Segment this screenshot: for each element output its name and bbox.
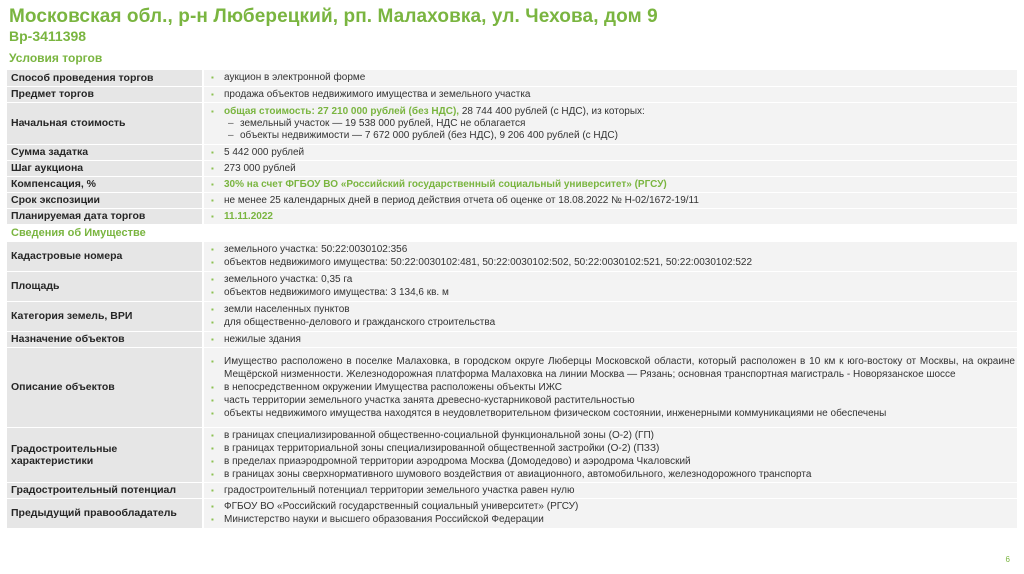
row-label: Кадастровые номера [7,241,203,271]
table-row [7,102,1017,144]
row-value [203,498,1017,528]
table-row [7,301,1017,331]
table-row [7,271,1017,301]
row-label: Предмет торгов [7,86,203,102]
table-row [7,192,1017,208]
bullet-item: ▪ 273 000 рублей [210,162,1015,175]
row-value [203,427,1017,482]
table-row [7,331,1017,347]
table-row [7,144,1017,160]
table-row [7,176,1017,192]
bullet-item: ▪ Министерство науки и высшего образования Российской Федерации [210,513,1015,526]
bullet-item: ▪ в границах территориальной зоны специализированной общественной застройки (О-2) (ПЗЗ) [210,442,1015,455]
row-value [203,301,1017,331]
row-value [203,347,1017,427]
section-title-terms: Условия торгов [9,51,103,65]
bullet-item: ▪ земли населенных пунктов [210,303,1015,316]
table-row [7,427,1017,482]
bullet-item: ▪ градостроительный потенциал территории земельного участка равен нулю [210,484,1015,497]
bullet-item: ▪ объектов недвижимого имущества: 50:22:0030102:481, 50:22:0030102:502, 50:22:0030102:521, 50:22:0030102:522 [210,256,1015,269]
row-value [203,271,1017,301]
sub-item: – объекты недвижимости — 7 672 000 рублей (без НДС), 9 206 400 рублей (с НДС) [210,130,1015,142]
sub-item: – земельный участок — 19 538 000 рублей, НДС не облагается [210,118,1015,130]
bullet-item: ▪ для общественно-делового и гражданского строительства [210,316,1015,329]
bullet-item: ▪ в границах зоны сверхнормативного шумового воздействия от авиационного, автомобильного, железнодорожного транспорта [210,468,1015,481]
section-row [7,224,1017,241]
row-label: Градостроительные характеристики [7,427,203,482]
bullet-item: ▪ продажа объектов недвижимого имущества и земельного участка [210,88,1015,101]
row-label: Назначение объектов [7,331,203,347]
row-value [203,102,1017,144]
row-label: Предыдущий правообладатель [7,498,203,528]
table-row [7,86,1017,102]
row-label: Начальная стоимость [7,102,203,144]
table-row [7,208,1017,224]
table-row [7,70,1017,86]
row-value [203,192,1017,208]
row-label: Компенсация, % [7,176,203,192]
page-number: 6 [1005,555,1010,564]
bullet-item: ▪ 11.11.2022 [210,210,1015,223]
bullet-item: ▪ в непосредственном окружении Имущества расположены объекты ИЖС [210,381,1015,394]
row-label: Планируемая дата торгов [7,208,203,224]
row-value [203,160,1017,176]
row-label: Способ проведения торгов [7,70,203,86]
row-value [203,70,1017,86]
bullet-item: ▪ 30% на счет ФГБОУ ВО «Российский государственный социальный университет» (РГСУ) [210,178,1015,191]
bullet-item: ▪ земельного участка: 0,35 га [210,273,1015,286]
row-label: Описание объектов [7,347,203,427]
row-label: Площадь [7,271,203,301]
table-row [7,241,1017,271]
bullet-item: ▪ аукцион в электронной форме [210,71,1015,84]
info-table [7,70,1017,529]
bullet-item: ▪ в пределах приаэродромной территории аэродрома Москва (Домодедово) и аэродрома Чкаловский [210,455,1015,468]
bullet-item: ▪ нежилые здания [210,333,1015,346]
total-price-vat: 28 744 400 рублей (с НДС), из которых: [459,105,645,117]
row-value [203,144,1017,160]
row-value [203,86,1017,102]
row-value [203,208,1017,224]
row-value [203,331,1017,347]
row-label: Градостроительный потенциал [7,482,203,498]
page-title: Московская обл., р-н Люберецкий, рп. Малаховка, ул. Чехова, дом 9 [9,6,658,27]
bullet-item [210,105,1015,118]
table-row [7,482,1017,498]
row-value [203,176,1017,192]
row-label: Категория земель, ВРИ [7,301,203,331]
bullet-item: ▪ в границах специализированной общественно-социальной функциональной зоны (О-2) (ГП) [210,429,1015,442]
bullet-item: ▪ не менее 25 календарных дней в период действия отчета об оценке от 18.08.2022 № Н-02/1672-19/11 [210,194,1015,207]
bullet-item: ▪ объекты недвижимого имущества находятся в неудовлетворительном физическом состоянии, инженерными коммуникациями не обеспечены [210,407,1015,420]
row-value [203,241,1017,271]
bullet-item: ▪ земельного участка: 50:22:0030102:356 [210,243,1015,256]
bullet-item: ▪ объектов недвижимого имущества: 3 134,6 кв. м [210,286,1015,299]
bullet-item: ▪ 5 442 000 рублей [210,146,1015,159]
table-row [7,347,1017,427]
row-value [203,482,1017,498]
table-row [7,498,1017,528]
lot-code: Вр-3411398 [9,28,87,44]
bullet-item: ▪ ФГБОУ ВО «Российский государственный социальный университет» (РГСУ) [210,500,1015,513]
row-label: Сумма задатка [7,144,203,160]
table-row [7,160,1017,176]
row-label: Шаг аукциона [7,160,203,176]
row-label: Срок экспозиции [7,192,203,208]
bullet-item: ▪ часть территории земельного участка занята древесно-кустарниковой растительностью [210,394,1015,407]
section-title-property: Сведения об Имуществе [7,224,1017,241]
bullet-item: ▪ Имущество расположено в поселке Малаховка, в городском округе Люберцы Московской области, который расположен в 10 км к юго-востоку от Москвы, на окраине Мещёрской низменности. Железнодорожная платформа Малаховка на линии Москва — Рязань; основная транспортная магистраль - Новорязанское шоссе [210,355,1015,381]
total-price: общая стоимость: 27 210 000 рублей (без НДС), [224,105,460,117]
